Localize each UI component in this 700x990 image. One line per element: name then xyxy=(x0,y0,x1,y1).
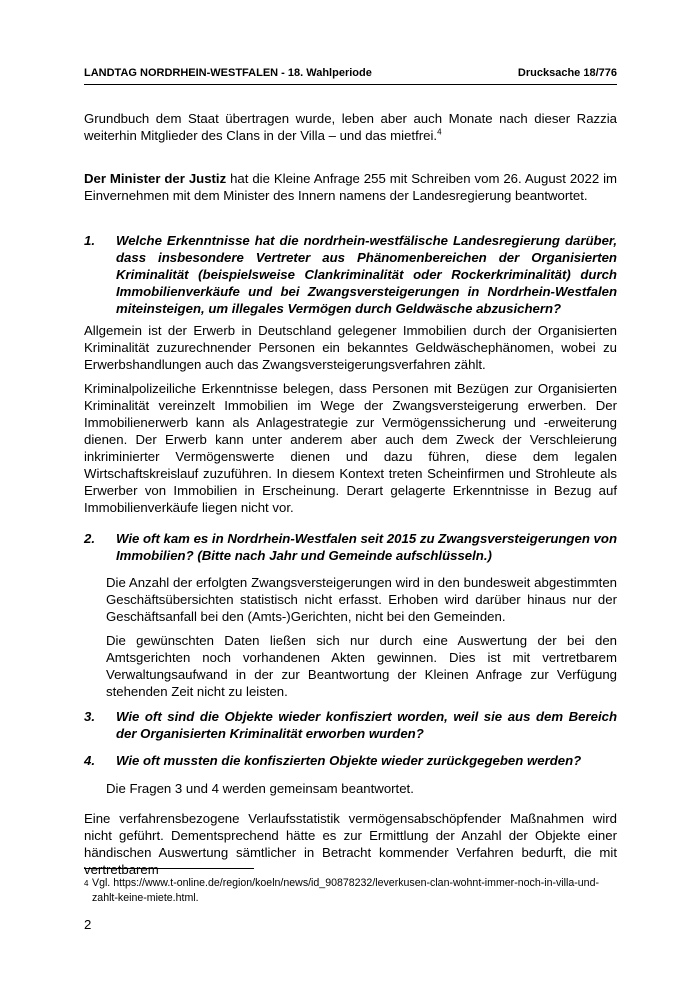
question-number: 4. xyxy=(84,753,95,768)
question-number: 1. xyxy=(84,233,95,248)
minister-text: hat die Kleine Anfrage 255 mit Schreiben vom 26. August 2022 im Einvernehmen mit dem Minister des Innern namens der Landesregierung beantwortet. xyxy=(84,171,617,203)
question-text: Wie oft kam es in Nordrhein-Westfalen seit 2015 zu Zwangsversteigerungen von Immobilien? (Bitte nach Jahr und Gemeinde aufschlüsseln.) xyxy=(116,531,617,563)
footnote-rule xyxy=(84,868,254,869)
header-title: LANDTAG NORDRHEIN-WESTFALEN - 18. Wahlperiode xyxy=(84,67,372,79)
answer-2-paragraph-1: Die Anzahl der erfolgten Zwangsversteigerungen wird in den bundesweit abgestimmten Geschäftsübersichten statistisch nicht erfasst. Erhoben wird darüber hinaus nur der Geschäftsanfall bei den (Amts-)Gerichten, nicht bei den Gemeinden. xyxy=(106,575,617,624)
answer-1-paragraph-1: Allgemein ist der Erwerb in Deutschland gelegener Immobilien durch der Organisierten Kriminalität zuzurechnender Personen ein bekanntes Geldwäschephänomen, wobei zu Erwerbshandlungen auch das Zwangsversteigerungsverfahren zählt. xyxy=(84,323,617,372)
minister-label: Der Minister der Justiz xyxy=(84,171,227,186)
footnote xyxy=(84,876,617,906)
question-2 xyxy=(84,530,617,564)
answer-2-paragraph-2: Die gewünschten Daten ließen sich nur durch eine Auswertung der bei den Amtsgerichten noch vorhandenen Akten gewinnen. Dies ist mit vertretbarem Verwaltungsaufwand in der zur Beantwortung der Kleinen Anfrage zur Verfügung stehenden Zeit nicht zu leisten. xyxy=(106,633,617,699)
intro-text: Grundbuch dem Staat übertragen wurde, leben aber auch Monate nach dieser Razzia weiterhin Mitglieder des Clans in der Villa – und das mietfrei. xyxy=(84,111,617,143)
answer-34-paragraph: Eine verfahrensbezogene Verlaufsstatistik vermögensabschöpfender Maßnahmen wird nicht geführt. Dementsprechend hätte es zur Ermittlung der Anzahl der Objekte einer händischen Auswertung sämtlicher in Betracht kommender Verfahren bedurft, die mit vertretbarem xyxy=(84,811,617,877)
question-text: Wie oft sind die Objekte wieder konfisziert worden, weil sie aus dem Bereich der Organisierten Kriminalität erworben wurden? xyxy=(116,709,617,741)
footnote-ref: 4 xyxy=(437,127,442,137)
header-doc-number: Drucksache 18/776 xyxy=(517,67,617,79)
header-rule xyxy=(84,84,617,85)
footnote-mark: 4 xyxy=(84,879,89,888)
question-number: 2. xyxy=(84,531,95,546)
answer-34-intro: Die Fragen 3 und 4 werden gemeinsam beantwortet. xyxy=(106,781,414,796)
minister-paragraph xyxy=(84,170,617,204)
intro-paragraph xyxy=(84,110,617,144)
page-header xyxy=(84,67,617,83)
footnote-text: Vgl. https://www.t-online.de/region/koeln/news/id_90878232/leverkusen-clan-wohnt-immer-noch-in-villa-und-zahlt-keine-miete.html. xyxy=(92,877,599,904)
answer-1-paragraph-2: Kriminalpolizeiliche Erkenntnisse belegen, dass Personen mit Bezügen zur Organisierten Kriminalität vereinzelt Immobilien im Wege der Zwangsversteigerung erwerben. Der Immobilienerwerb kann als Anlagestrategie zur Vermögenssicherung und -erweiterung dienen. Der Erwerb kann unter anderem aber auch dem Zweck der Verschleierung inkriminierter Vermögenswerte dienen und dazu führen, diese dem legalen Wirtschaftskreislauf zuzuführen. In diesem Kontext treten Scheinfirmen und Strohleute als Erwerber von Immobilien in Erscheinung. Derart gelagerte Erkenntnisse in Bezug auf Immobilienverkäufe liegen nicht vor. xyxy=(84,381,617,515)
question-3 xyxy=(84,708,617,742)
question-text: Wie oft mussten die konfiszierten Objekte wieder zurückgegeben werden? xyxy=(116,753,582,768)
question-number: 3. xyxy=(84,709,95,724)
question-4 xyxy=(84,752,617,769)
page-number: 2 xyxy=(84,917,92,932)
question-text: Welche Erkenntnisse hat die nordrhein-westfälische Landesregierung darüber, dass insbesondere Vertreter aus Phänomenbereichen der Organisierten Kriminalität (beispielsweise Clankriminalität oder Rockerkriminalität) durch Immobilienverkäufe und bei Zwangsversteigerungen in Nordrhein-Westfalen miteinsteigen, um illegales Vermögen durch Geldwäsche abzusichern? xyxy=(116,233,617,316)
question-1 xyxy=(84,232,617,317)
